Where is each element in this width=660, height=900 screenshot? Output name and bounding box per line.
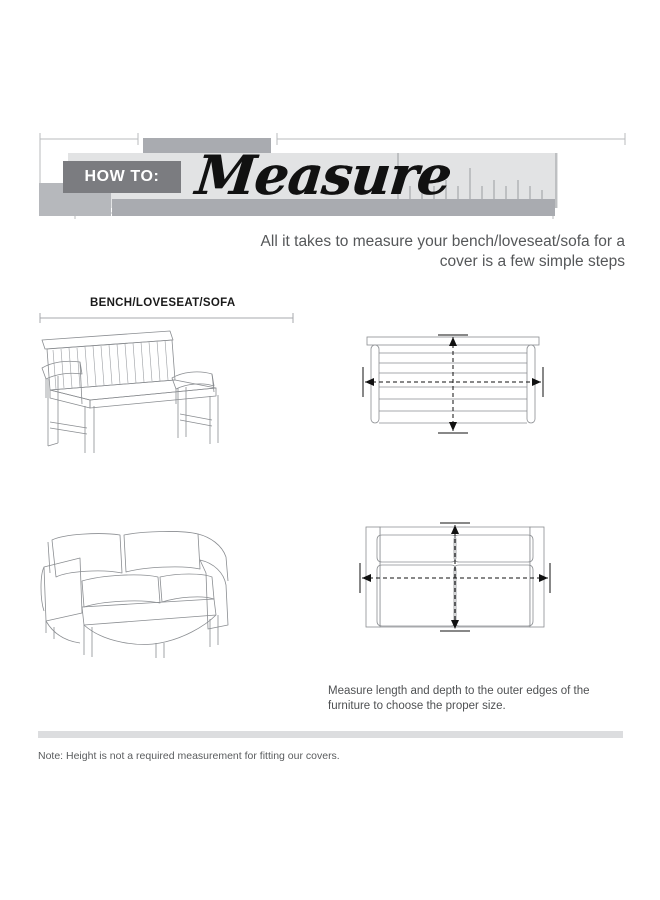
furniture-type-label: BENCH/LOVESEAT/SOFA	[90, 297, 236, 309]
loveseat-illustration	[32, 515, 332, 660]
subtitle-line-2: cover is a few simple steps	[439, 253, 625, 270]
bench-illustration	[30, 318, 330, 453]
caption-line-2: furniture to choose the proper size.	[328, 700, 506, 712]
subtitle-line-1: All it takes to measure your bench/loveseat/sofa for a	[260, 233, 625, 250]
footer-note: Note: Height is not a required measurement for fitting our covers.	[38, 750, 340, 762]
bench-top-view-measurement-diagram	[345, 325, 560, 445]
loveseat-top-view-measurement-diagram	[350, 515, 560, 640]
footer-divider	[38, 731, 623, 738]
section-label-dimension-line	[0, 0, 660, 330]
caption-line-1: Measure length and depth to the outer edges of the	[328, 685, 590, 697]
how-to-badge: HOW TO:	[63, 161, 181, 193]
measurement-caption	[328, 684, 618, 714]
page-title: Measure	[192, 143, 454, 207]
